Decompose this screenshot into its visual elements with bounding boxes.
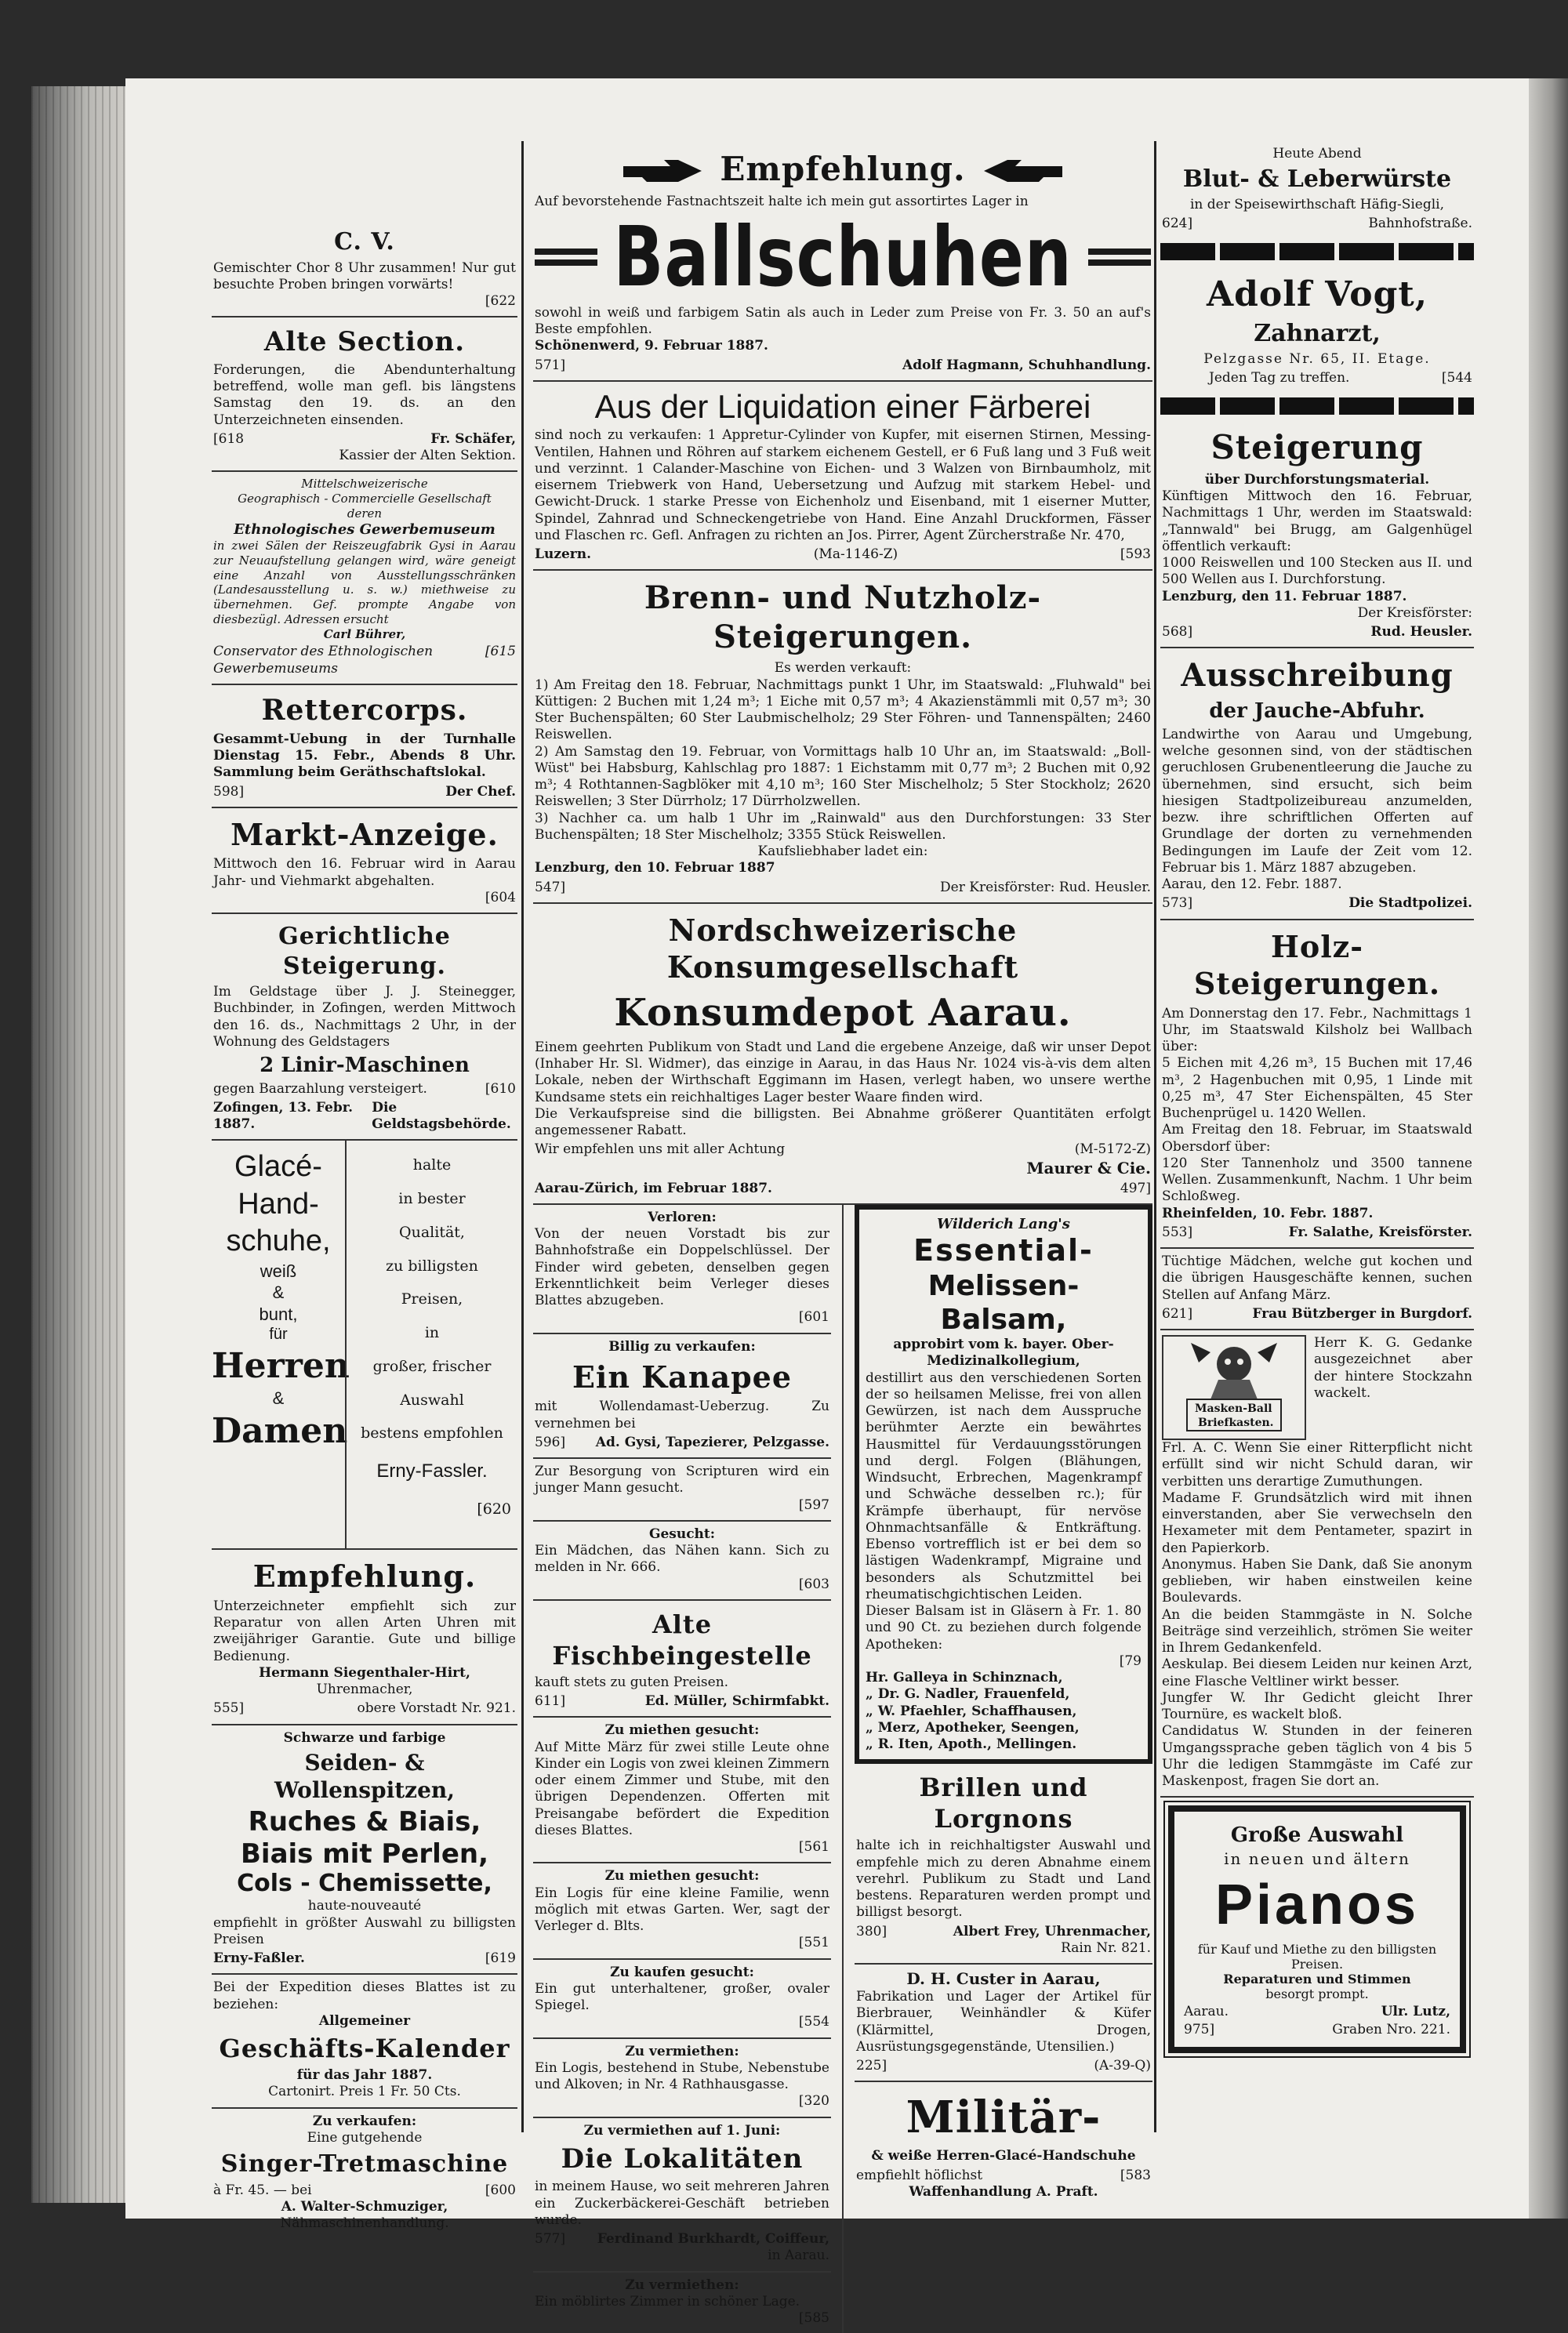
ad-number: [618 bbox=[213, 431, 244, 448]
ad-text: 120 Ster Tannenholz und 3500 tannene Wellen. Zusammenkunft, Nachm. 1 Uhr beim Schloßweg. bbox=[1162, 1156, 1472, 1206]
column-rule bbox=[521, 141, 524, 2132]
ad-heading: Melissen-Balsam, bbox=[866, 1269, 1142, 1337]
ad-mittelschweizerische bbox=[212, 472, 517, 685]
ad-signature: Zofingen, 13. Febr. 1887. bbox=[213, 1100, 372, 1134]
ad-line: Schwarze und farbige bbox=[213, 1730, 516, 1747]
ad-number: [320 bbox=[535, 2093, 829, 2110]
illustration-caption: Briefkasten. bbox=[1198, 1417, 1274, 1431]
ad-line: & weiße Herren-Glacé-Handschuhe bbox=[856, 2148, 1151, 2164]
ad-number: [603 bbox=[535, 1576, 829, 1593]
ad-text: Frl. A. C. Wenn Sie einer Ritterpflicht nicht erfüllt sind wir nicht Schuld daran, wir verbitten uns derartige Zumuthungen. bbox=[1162, 1440, 1472, 1490]
ad-line: Biais mit Perlen, bbox=[213, 1838, 516, 1870]
ad-markt bbox=[212, 808, 517, 914]
ad-text: Auf bevorstehende Fastnachtszeit halte ich mein gut assortirtes Lager in bbox=[535, 194, 1151, 210]
ad-melissen-balsam bbox=[855, 1205, 1152, 1765]
ad-blutwuerste bbox=[1160, 141, 1474, 238]
ad-militaer bbox=[855, 2082, 1152, 2207]
ad-heading: Ein Kanapee bbox=[535, 1359, 829, 1396]
ad-text: An die beiden Stammgäste in N. Solche Beiträge sind verzeihlich, strömen Sie weiter in Ihrem Gedankenfeld. bbox=[1162, 1607, 1472, 1657]
ad-line: Zu verkaufen: bbox=[213, 2113, 516, 2130]
ad-number: 497] bbox=[1120, 1181, 1151, 1197]
ad-number: [610 bbox=[485, 1081, 516, 1098]
ad-text: Mittwoch den 16. Februar wird in Aarau Jahr- und Viehmarkt abgehalten. bbox=[213, 856, 516, 890]
ad-heading: Brillen und Lorgnons bbox=[856, 1772, 1151, 1834]
ad-line: Ethnologisches Gewerbemuseum bbox=[213, 521, 516, 539]
ad-line: Cols - Chemissette, bbox=[213, 1870, 516, 1898]
ad-signature: Adolf Hagmann, Schuhhandlung. bbox=[902, 357, 1151, 374]
ad-text: Ein Mädchen, das Nähen kann. Sich zu melden in Nr. 666. bbox=[535, 1543, 829, 1576]
ad-text: 5 Eichen mit 4,26 m³, 15 Buchen mit 17,46 m³, 2 Hagenbuchen mit 0,95, 1 Linde mit 0,25 m³, 47 Ster Eichenspälten, 45 Ster Buchenprügel u. 1420 Wellen. bbox=[1162, 1055, 1472, 1122]
ad-fischbein bbox=[533, 1601, 831, 1718]
ad-brillen bbox=[855, 1764, 1152, 1965]
ad-signature: Erny-Faßler. bbox=[213, 1950, 305, 1967]
ad-konsumdepot bbox=[533, 904, 1152, 1205]
ad-line: Preisen, bbox=[347, 1283, 517, 1316]
column-middle bbox=[533, 141, 1152, 2333]
ad-heading: Alte Section. bbox=[213, 325, 516, 359]
ad-line: Allgemeiner bbox=[213, 2013, 516, 2030]
ad-tuechtige-maedchen bbox=[1160, 1249, 1474, 1330]
ad-text: Landwirthe von Aarau und Umgebung, welche gesonnen sind, von der städtischen geruchlosen Grubenentleerung die Jauche zu übernehmen, sind ersucht, sich beim hiesigen Stadtpolizeibureau anzumelden, bezw. ihre schriftlichen Offerten auf Grundlage der dorten zu vernehmenden Bedingungen im Laufe der Zeit vom 12. Februar bis 1. März 1887 abzugeben. bbox=[1162, 727, 1472, 876]
ad-line: approbirt vom k. bayer. Ober-Medizinalkollegium, bbox=[866, 1337, 1142, 1370]
ad-line: Große Auswahl bbox=[1184, 1823, 1450, 1847]
decorative-rule bbox=[1160, 243, 1474, 260]
illustration-caption: Masken-Ball bbox=[1195, 1402, 1272, 1417]
ad-signature: Kassier der Alten Sektion. bbox=[213, 448, 516, 464]
ad-line: Ruches & Biais, bbox=[213, 1806, 516, 1838]
ad-number: 611] bbox=[535, 1693, 565, 1710]
ad-glace-handschuhe bbox=[212, 1141, 517, 1550]
ad-text: kauft stets zu guten Preisen. bbox=[535, 1674, 829, 1691]
ad-empfehlung-uhren bbox=[212, 1550, 517, 1725]
ad-line: Heute Abend bbox=[1162, 146, 1472, 162]
two-column-block bbox=[533, 1205, 1152, 2333]
ad-text: Jungfer W. Ihr Gedicht gleicht Ihrer Tournüre, es wackelt bloß. bbox=[1162, 1690, 1472, 1724]
ad-code: (A-39-Q) bbox=[1094, 2058, 1151, 2074]
ad-scripturen bbox=[533, 1459, 831, 1522]
ad-line: Pelzgasse Nr. 65, II. Etage. bbox=[1162, 351, 1472, 368]
ad-text: mit Wollendamast-Ueberzug. Zu vernehmen bei bbox=[535, 1399, 829, 1432]
column-left bbox=[212, 220, 517, 2238]
ad-kanapee bbox=[533, 1334, 831, 1460]
ad-signature: Aarau. bbox=[1184, 2004, 1229, 2019]
ad-heading: Markt-Anzeige. bbox=[213, 816, 516, 854]
ad-code: (M-5172-Z) bbox=[1075, 1141, 1151, 1158]
ad-heading: Zu kaufen gesucht: bbox=[535, 1965, 829, 1981]
ad-heading: Zu miethen gesucht: bbox=[535, 1868, 829, 1885]
ad-number: [600 bbox=[485, 2182, 516, 2199]
ad-line: Auswahl bbox=[347, 1384, 517, 1417]
ad-heading: Adolf Vogt, bbox=[1162, 273, 1472, 316]
ad-signature: Ulr. Lutz, bbox=[1381, 2004, 1450, 2019]
ad-line: Es werden verkauft: bbox=[535, 660, 1151, 677]
ad-line: „ Merz, Apotheker, Seengen, bbox=[866, 1720, 1142, 1736]
ad-text: Fabrikation und Lager der Artikel für Bierbrauer, Weinhändler & Küfer (Klärmittel, Drogen, Ausrüstungsgegenstände, Utensilien.) bbox=[856, 1989, 1151, 2055]
ad-signature: Aarau-Zürich, im Februar 1887. bbox=[535, 1181, 772, 1197]
ad-line: Billig zu verkaufen: bbox=[535, 1339, 829, 1355]
ad-text: für Kauf und Miethe zu den billigsten Preisen. bbox=[1184, 1942, 1450, 1972]
ad-signature: Erny-Fassler. bbox=[347, 1450, 517, 1493]
ad-text: Wir empfehlen uns mit aller Achtung bbox=[535, 1141, 785, 1158]
ad-line: halte bbox=[347, 1148, 517, 1182]
ad-text: Ein möblirtes Zimmer in schöner Lage. bbox=[535, 2294, 829, 2310]
ad-spiegel bbox=[533, 1960, 831, 2039]
ad-signature: in Aarau. bbox=[535, 2248, 829, 2264]
ad-ballschuhen bbox=[533, 141, 1152, 382]
ad-text: Gemischter Chor 8 Uhr zusammen! Nur gut besuchte Proben bringen vorwärts! bbox=[213, 260, 516, 294]
ad-number: [619 bbox=[485, 1950, 516, 1967]
ad-signature: Aarau, den 12. Febr. 1887. bbox=[1162, 876, 1472, 893]
pointing-hand-right-icon bbox=[622, 158, 708, 185]
ad-text: Einem geehrten Publikum von Stadt und Land die ergebene Anzeige, daß wir unser Depot (Inhaber Hr. Sl. Widmer), das einzige in Aarau, in das Haus Nr. 1024 vis-à-vis dem alten Lokale, neben der Wirthschaft Eggimann im Hasen, verlegt haben, wo unsere werthe Kundsame stets ein reichhaltiges Lager bester Waare finden wird. bbox=[535, 1040, 1151, 1106]
ad-text: gegen Baarzahlung versteigert. bbox=[213, 1081, 427, 1098]
ad-line: großer, frischer bbox=[347, 1350, 517, 1384]
ad-rettercorps bbox=[212, 685, 517, 808]
ad-text: destillirt aus den verschiedenen Sorten der so heilsamen Melisse, frei von allen Gewürzen, ist nach dem Ausspruche berühmter Aerzte ein bewährtes Hausmittel für Verdauungsstörungen und dergl. Folgen (Blähungen, Windsucht, Erbrechen, Magenkrampf und Schwäche desselben rc.); für Krämpfe überhaupt, für nervöse Ohnmachtsanfälle & Entkräftung. Ebenso vortrefflich ist er bei dem so lästigen Wadenkrampf, Migraine und besonders als Schutzmittel bei rheumatischgichtischen Leiden. bbox=[866, 1370, 1142, 1604]
ad-line: Glacé- bbox=[212, 1148, 345, 1186]
ad-line: in der Speisewirthschaft Häfig-Siegli, bbox=[1162, 197, 1472, 213]
ad-number: [554 bbox=[535, 2014, 829, 2030]
ad-seidenspitzen bbox=[212, 1725, 517, 1976]
stacked-page-edges bbox=[31, 86, 125, 2203]
ad-number: [620 bbox=[347, 1493, 517, 1526]
ad-big-title: Ballschuhen bbox=[613, 206, 1072, 309]
ad-text: empfiehlt höflichst bbox=[856, 2168, 982, 2184]
ad-number: [615 bbox=[485, 644, 516, 677]
ad-text: halte ich in reichhaltigster Auswahl und empfehle mich zu deren Abnahme einem verehrl. Publikum zu Stadt und Land bestens. Reparaturen werden prompt und billigst besorgt. bbox=[856, 1838, 1151, 1921]
ad-signature: Rud. Heusler. bbox=[1370, 624, 1472, 640]
ad-signature: Rheinfelden, 10. Febr. 1887. bbox=[1162, 1206, 1472, 1222]
ad-line: „ R. Iten, Apoth., Mellingen. bbox=[866, 1736, 1142, 1753]
ad-text: à Fr. 45. — bei bbox=[213, 2182, 312, 2199]
ad-line: haute-nouveauté bbox=[213, 1898, 516, 1914]
ad-signature: Ed. Müller, Schirmfabkt. bbox=[645, 1693, 829, 1710]
ad-line: & bbox=[212, 1388, 345, 1410]
ad-text: Im Geldstage über J. J. Steinegger, Buchbinder, in Zofingen, werden Mittwoch den 16. ds., Nachmittags 2 Uhr, in der Wohnung des Geldstagers bbox=[213, 984, 516, 1050]
ad-line: Cartonirt. Preis 1 Fr. 50 Cts. bbox=[213, 2084, 516, 2100]
ad-number: 624] bbox=[1162, 216, 1192, 232]
ad-line: in bbox=[347, 1316, 517, 1350]
ad-line: „ W. Pfaehler, Schaffhausen, bbox=[866, 1703, 1142, 1720]
ad-text: Candidatus W. Stunden in der feineren Umgangssprache geben täglich von 4 bis 5 Uhr die ledigen Stammgäste im Café zur Maskenpost, fragen Sie dort an. bbox=[1162, 1723, 1472, 1790]
ad-signature: Carl Bührer, bbox=[213, 627, 516, 642]
ad-line: Kaufsliebhaber ladet ein: bbox=[535, 844, 1151, 860]
ad-text: in meinem Hause, wo seit mehreren Jahren ein Zuckerbäckerei-Geschäft betrieben wurde. bbox=[535, 2179, 829, 2229]
ad-number: 598] bbox=[213, 784, 244, 800]
ad-text: Am Donnerstag den 17. Febr., Nachmittags 1 Uhr, im Staatswald Kilsholz bei Wallbach über: bbox=[1162, 1006, 1472, 1056]
pointing-hand-left-icon bbox=[978, 158, 1064, 185]
ad-line: für das Jahr 1887. bbox=[213, 2067, 516, 2084]
ad-line: Herren bbox=[212, 1344, 345, 1388]
ad-heading: Brenn- und Nutzholz-Steigerungen. bbox=[535, 579, 1151, 657]
ad-heading: Rettercorps. bbox=[213, 693, 516, 728]
ad-text: Forderungen, die Abendunterhaltung betreffend, wolle man gefl. bis längstens Samstag den 19. ds. an den Unterzeichneten einsenden. bbox=[213, 362, 516, 429]
ad-signature: Conservator des Ethnologischen Gewerbemuseums bbox=[213, 644, 485, 677]
ad-line: Eine gutgehende bbox=[213, 2130, 516, 2146]
ad-signature: Ferdinand Burkhardt, Coiffeur, bbox=[597, 2231, 829, 2248]
ad-number: [593 bbox=[1120, 546, 1151, 563]
ad-heading: Die Lokalitäten bbox=[535, 2143, 829, 2176]
ad-subheading: der Jauche-Abfuhr. bbox=[1162, 698, 1472, 724]
ad-signature: Frau Bützberger in Burgdorf. bbox=[1252, 1306, 1472, 1323]
ad-line: in neuen und ältern bbox=[1184, 1849, 1450, 1868]
decorative-rule bbox=[1160, 397, 1474, 415]
ad-signature: Albert Frey, Uhrenmacher, bbox=[953, 1924, 1151, 1940]
ad-line: in bester bbox=[347, 1182, 517, 1216]
ad-heading: Geschäfts-Kalender bbox=[213, 2033, 516, 2064]
ad-signature: Graben Nro. 221. bbox=[1332, 2022, 1450, 2037]
ad-heading: Aus der Liquidation einer Färberei bbox=[535, 386, 1151, 428]
ad-heading: Nordschweizerische Konsumgesellschaft bbox=[535, 912, 1151, 986]
decorative-rule bbox=[1088, 244, 1151, 270]
ad-heading: Zu miethen gesucht: bbox=[535, 1722, 829, 1739]
column-right bbox=[1160, 141, 1474, 2061]
ad-zu-vermiethen bbox=[533, 2039, 831, 2118]
ad-zahnarzt bbox=[1160, 265, 1474, 393]
ad-line: zu billigsten bbox=[347, 1250, 517, 1283]
ad-text: Die Verkaufspreise sind die billigsten. Bei Abnahme größerer Quantitäten erfolgt angemessener Rabatt. bbox=[535, 1106, 1151, 1140]
ad-line: weiß bbox=[212, 1261, 345, 1283]
ad-text: 1000 Reiswellen und 100 Stecken aus II. und 500 Wellen aus I. Durchforstung. bbox=[1162, 555, 1472, 589]
ad-verloren bbox=[533, 1205, 831, 1334]
ad-signature: Waffenhandlung A. Praft. bbox=[856, 2184, 1151, 2201]
ad-text: 2) Am Samstag den 19. Februar, von Vormittags halb 10 Uhr an, im Staatswald: „Boll-Wüst" bei Habsburg, Kahlschlag pro 1887: 1 Eichstamm mit 0,77 m³; 2 Buchen mit 0,92 m³; 4 Rothtannen-Sagblöker mit 4,10 m³; 160 Ster Mischelholz; 5 Ster Stockholz; 2620 Reiswellen; 3 Ster Dürrholz; 17 Dürrholzwellen. bbox=[535, 744, 1151, 811]
ad-signature: Lenzburg, den 10. Februar 1887 bbox=[535, 860, 1151, 876]
ad-signature: Der Kreisförster: Rud. Heusler. bbox=[940, 880, 1151, 896]
ad-text: in zwei Sälen der Reiszeugfabrik Gysi in Aarau zur Neuaufstellung gelangen wird, wäre geneigt eine Anzahl von Ausstellungsschränken (Landesausstellung u. s. w.) miethweise zu übernehmen. Gef. prompte Angabe von diesbezügl. Adressen ersucht bbox=[213, 539, 516, 627]
ad-text: Gesammt-Uebung in der Turnhalle Dienstag 15. Febr., Abends 8 Uhr. Sammlung beim Geräthschaftslokal. bbox=[213, 731, 516, 782]
ad-line: besorgt prompt. bbox=[1184, 1986, 1450, 2001]
ad-line: Qualität, bbox=[347, 1216, 517, 1250]
ad-code: (Ma-1146-Z) bbox=[814, 546, 898, 563]
column-rule bbox=[1154, 141, 1156, 2132]
ad-heading: Essential- bbox=[866, 1233, 1142, 1269]
ad-holz-steigerungen bbox=[1160, 920, 1474, 1250]
ad-gerichtliche-steigerung bbox=[212, 914, 517, 1141]
ad-signature: Fr. Salathe, Kreisförster. bbox=[1289, 1225, 1472, 1241]
ad-heading: Alte Fischbeingestelle bbox=[535, 1609, 829, 1671]
ad-signature: Maurer & Cie. bbox=[535, 1159, 1151, 1178]
ad-line: deren bbox=[213, 506, 516, 521]
ad-heading: Militär- bbox=[856, 2090, 1151, 2145]
ad-text: Aeskulap. Bei diesem Leiden nur keinen Arzt, eine Flasche Veltliner wirkt besser. bbox=[1162, 1656, 1472, 1690]
newspaper-page bbox=[125, 78, 1529, 2219]
ad-text: Bei der Expedition dieses Blattes ist zu beziehen: bbox=[213, 1979, 516, 2013]
ad-text: Anonymus. Haben Sie Dank, daß Sie anonym geblieben, wir haben einstweilen keine Boulevards. bbox=[1162, 1557, 1472, 1607]
ad-number: [544 bbox=[1442, 370, 1472, 386]
ad-heading: Singer-Tretmaschine bbox=[213, 2150, 516, 2179]
ad-subheading: Zahnarzt, bbox=[1162, 319, 1472, 349]
ad-text: Unterzeichneter empfiehlt sich zur Reparatur von allen Arten Uhren mit zweijähriger Garantie. Gute und billige Bedienung. bbox=[213, 1598, 516, 1665]
ad-text: Madame F. Grundsätzlich wird mit ihnen einverstanden, aber Sie verwechseln den Hexameter mit dem Pentameter, spazirt in den Papierkorb. bbox=[1162, 1490, 1472, 1557]
ad-text: Ein Logis, bestehend in Stube, Nebenstube und Alkoven; in Nr. 4 Rathhausgasse. bbox=[535, 2060, 829, 2094]
ad-line: bunt, bbox=[212, 1304, 345, 1326]
ad-line: Zu vermiethen auf 1. Juni: bbox=[535, 2123, 829, 2139]
ad-number: 975] bbox=[1184, 2022, 1214, 2037]
ad-number: 621] bbox=[1162, 1306, 1192, 1323]
ad-number: 547] bbox=[535, 880, 565, 896]
ad-number: 573] bbox=[1162, 895, 1192, 912]
ad-line: Reparaturen und Stimmen bbox=[1184, 1972, 1450, 1986]
ad-signature: Rain Nr. 821. bbox=[856, 1940, 1151, 1957]
ad-singer-tretmaschine bbox=[212, 2109, 517, 2239]
ad-signature: Schönenwerd, 9. Februar 1887. bbox=[535, 338, 1151, 354]
ad-brennholz bbox=[533, 571, 1152, 904]
ad-subheading: über Durchforstungsmaterial. bbox=[1162, 472, 1472, 488]
ad-signature: Luzern. bbox=[535, 546, 591, 563]
ad-text: Von der neuen Vorstadt bis zur Bahnhofstraße ein Doppelschlüssel. Der Finder wird gebeten, denselben gegen Erkenntlichkeit beim Verleger dieses Blattes abzugeben. bbox=[535, 1226, 829, 1309]
ad-number: 553] bbox=[1162, 1225, 1192, 1241]
ad-heading: D. H. Custer in Aarau, bbox=[856, 1969, 1151, 1989]
ad-number: 568] bbox=[1162, 624, 1192, 640]
ad-masken-ball-briefkasten bbox=[1160, 1330, 1474, 1798]
ad-heading: C. V. bbox=[213, 227, 516, 257]
ad-line: Geographisch - Commercielle Gesellschaft bbox=[213, 492, 516, 506]
ad-text: 1) Am Freitag den 18. Februar, Nachmittags punkt 1 Uhr, im Staatswald: „Fluhwald" bei Küttigen: 2 Buchen mit 1,24 m³; 1 Eiche mit 0,57 m³; 4 Akazienstämmli mit 0,57 m³; 30 Ster Buchenspälten; 60 Ster Laubmischelholz; 29 Ster Föhren- und Tannenspälten; 2460 Reiswellen. bbox=[535, 677, 1151, 744]
ad-heading: Holz-Steigerungen. bbox=[1162, 928, 1472, 1003]
ad-geschaefts-kalender bbox=[212, 1975, 517, 2108]
ad-line: Damen bbox=[212, 1410, 345, 1453]
ad-subheading: Seiden- & Wollenspitzen, bbox=[213, 1749, 516, 1804]
ad-subheading: 2 Linir-Maschinen bbox=[213, 1053, 516, 1079]
ad-line: Mittelschweizerische bbox=[213, 477, 516, 492]
ad-line: Hr. Galleya in Schinznach, bbox=[866, 1670, 1142, 1686]
ad-line: für bbox=[212, 1325, 345, 1344]
ad-zu-miethen-2 bbox=[533, 1863, 831, 1959]
ad-line: schuhe, bbox=[212, 1223, 345, 1261]
ad-text: Zur Besorgung von Scripturen wird ein junger Mann gesucht. bbox=[535, 1464, 829, 1497]
ad-gesucht bbox=[533, 1522, 831, 1601]
ad-line: Hand- bbox=[212, 1186, 345, 1224]
decorative-rule bbox=[535, 244, 597, 270]
ad-text: empfiehlt in größter Auswahl zu billigsten Preisen bbox=[213, 1915, 516, 1949]
ad-signature: Uhrenmacher, bbox=[213, 1682, 516, 1698]
ad-signature: Die Geldstagsbehörde. bbox=[372, 1100, 516, 1134]
ad-number: 571] bbox=[535, 357, 565, 374]
ad-heading: Gesucht: bbox=[535, 1526, 829, 1543]
ad-text: Künftigen Mittwoch den 16. Februar, Nachmittags 1 Uhr, werden im Staatswald: „Tannwald" bei Brugg, am Galgenhügel öffentlich verkauft: bbox=[1162, 488, 1472, 555]
ad-signature: Hermann Siegenthaler-Hirt, bbox=[213, 1665, 516, 1682]
ad-line: „ Dr. G. Nadler, Frauenfeld, bbox=[866, 1686, 1142, 1703]
ad-line: bestens empfohlen bbox=[347, 1417, 517, 1450]
ad-lokalitaeten bbox=[533, 2118, 831, 2273]
ad-number: [551 bbox=[535, 1935, 829, 1951]
ad-number: [583 bbox=[1120, 2168, 1151, 2184]
ad-heading: Gerichtliche Steigerung. bbox=[213, 922, 516, 981]
ad-text: Dieser Balsam ist in Gläsern à Fr. 1. 80 und 90 Ct. zu beziehen durch folgende Apotheken: bbox=[866, 1603, 1142, 1653]
ad-signature: Fr. Schäfer, bbox=[430, 431, 516, 448]
ad-number: [585 bbox=[535, 2310, 829, 2327]
ad-line: Wilderich Lang's bbox=[866, 1216, 1142, 1234]
ad-text: sowohl in weiß und farbigem Satin als auch in Leder zum Preise von Fr. 3. 50 an auf's Beste empfohlen. bbox=[535, 305, 1151, 339]
ad-number: [601 bbox=[535, 1309, 829, 1326]
ad-text: Herr K. G. Gedanke ausgezeichnet aber der hintere Stockzahn wackelt. bbox=[1314, 1335, 1472, 1440]
masken-ball-illustration bbox=[1162, 1335, 1306, 1440]
ad-line: Bahnhofstraße. bbox=[1368, 216, 1472, 232]
ad-number: 555] bbox=[213, 1700, 244, 1717]
ad-number: [604 bbox=[213, 890, 516, 906]
ad-signature: Lenzburg, den 11. Februar 1887. bbox=[1162, 589, 1472, 605]
ad-line: Jeden Tag zu treffen. bbox=[1162, 370, 1349, 386]
ad-heading: Empfehlung. bbox=[213, 1558, 516, 1595]
ad-signature: Ad. Gysi, Tapezierer, Pelzgasse. bbox=[596, 1435, 829, 1451]
ad-number: 380] bbox=[856, 1924, 887, 1940]
ad-number: [79 bbox=[866, 1653, 1142, 1670]
ad-heading: Steigerung bbox=[1162, 427, 1472, 469]
book-binding-edge bbox=[1529, 78, 1568, 2219]
ad-alte-section bbox=[212, 317, 517, 472]
ad-text: 3) Nachher ca. um halb 1 Uhr im „Rainwald" aus den Durchforstungen: 33 Ster Buchenspälten; 18 Ster Mischelholz; 3355 Stück Reiswellen. bbox=[535, 811, 1151, 844]
ad-number: [597 bbox=[535, 1497, 829, 1514]
ad-zimmer bbox=[533, 2273, 831, 2333]
ad-text: Auf Mitte März für zwei stille Leute ohne Kinder ein Logis von zwei kleinen Zimmern oder einem Zimmer und Stube, mit den übrigen Dependenzen. Offerten mit Preisangabe befördert die Expedition dieses Blattes. bbox=[535, 1740, 829, 1840]
ad-signature: Nähmaschinenhandlung. bbox=[213, 2215, 516, 2232]
ad-text: Am Freitag den 18. Februar, im Staatswald Obersdorf über: bbox=[1162, 1122, 1472, 1156]
ad-zu-miethen-1 bbox=[533, 1718, 831, 1863]
ad-cv bbox=[212, 220, 517, 317]
ad-number: 596] bbox=[535, 1435, 565, 1451]
ad-heading: Zu vermiethen: bbox=[535, 2277, 829, 2294]
ad-pianos bbox=[1168, 1805, 1466, 2053]
ad-jauche-abfuhr bbox=[1160, 648, 1474, 920]
ad-text: Ein Logis für eine kleine Familie, wenn möglich mit etwas Garten. Wer, sagt der Verleger d. Blts. bbox=[535, 1885, 829, 1936]
ad-text: Ein gut unterhaltener, großer, ovaler Spiegel. bbox=[535, 1981, 829, 2015]
ad-big-title: Pianos bbox=[1184, 1873, 1450, 1937]
ad-heading: Empfehlung. bbox=[720, 150, 965, 188]
ad-heading: Verloren: bbox=[535, 1210, 829, 1226]
ad-signature: Der Kreisförster: bbox=[1162, 605, 1472, 622]
ad-liquidation bbox=[533, 382, 1152, 571]
ad-text: Tüchtige Mädchen, welche gut kochen und die übrigen Hausgeschäfte kennen, suchen Stellen auf Anfang März. bbox=[1162, 1254, 1472, 1304]
ad-heading: Blut- & Leberwürste bbox=[1162, 165, 1472, 194]
ad-text: sind noch zu verkaufen: 1 Appretur-Cylinder von Kupfer, mit eisernen Stirnen, Messing-Ventilen, Hahnen und Röhren auf starkem eichenem Gestell, er 6 Fuß lang und 3 Fuß weit und verzinnt. 1 Calander-Maschine von Eichen- und 3 Walzen von Birnbaumholz, mit eisernem Triebwerk von Hand, Uebersetzung und Aufzug mit starkem Hebel- und Gewicht-Druck. 1 starke Presse von Eichenholz und Eisenband, mit 1 eiserner Mutter, Spindel, Zahnrad und Schneckengetriebe von Hand. Eine Anzahl Druckformen, Fässer und Flaschen rc. Gefl. Anfragen zu richten an Jos. Pirrer, Agent Zürcherstraße Nr. 470, bbox=[535, 427, 1151, 544]
ad-signature: obere Vorstadt Nr. 921. bbox=[358, 1700, 516, 1717]
ad-line: & bbox=[212, 1282, 345, 1304]
ad-signature: Der Chef. bbox=[445, 784, 516, 800]
ad-custer bbox=[855, 1965, 1152, 2082]
ad-number: 577] bbox=[535, 2231, 565, 2248]
ad-heading: Zu vermiethen: bbox=[535, 2044, 829, 2060]
ad-heading: Konsumdepot Aarau. bbox=[535, 989, 1151, 1036]
ad-number: [622 bbox=[213, 293, 516, 310]
ad-steigerung-tannwald bbox=[1160, 419, 1474, 648]
ad-number: 225] bbox=[856, 2058, 887, 2074]
ad-number: [561 bbox=[535, 1839, 829, 1856]
ad-heading: Ausschreibung bbox=[1162, 656, 1472, 695]
ad-signature: Die Stadtpolizei. bbox=[1348, 895, 1472, 912]
ad-signature: A. Walter-Schmuziger, bbox=[213, 2199, 516, 2215]
